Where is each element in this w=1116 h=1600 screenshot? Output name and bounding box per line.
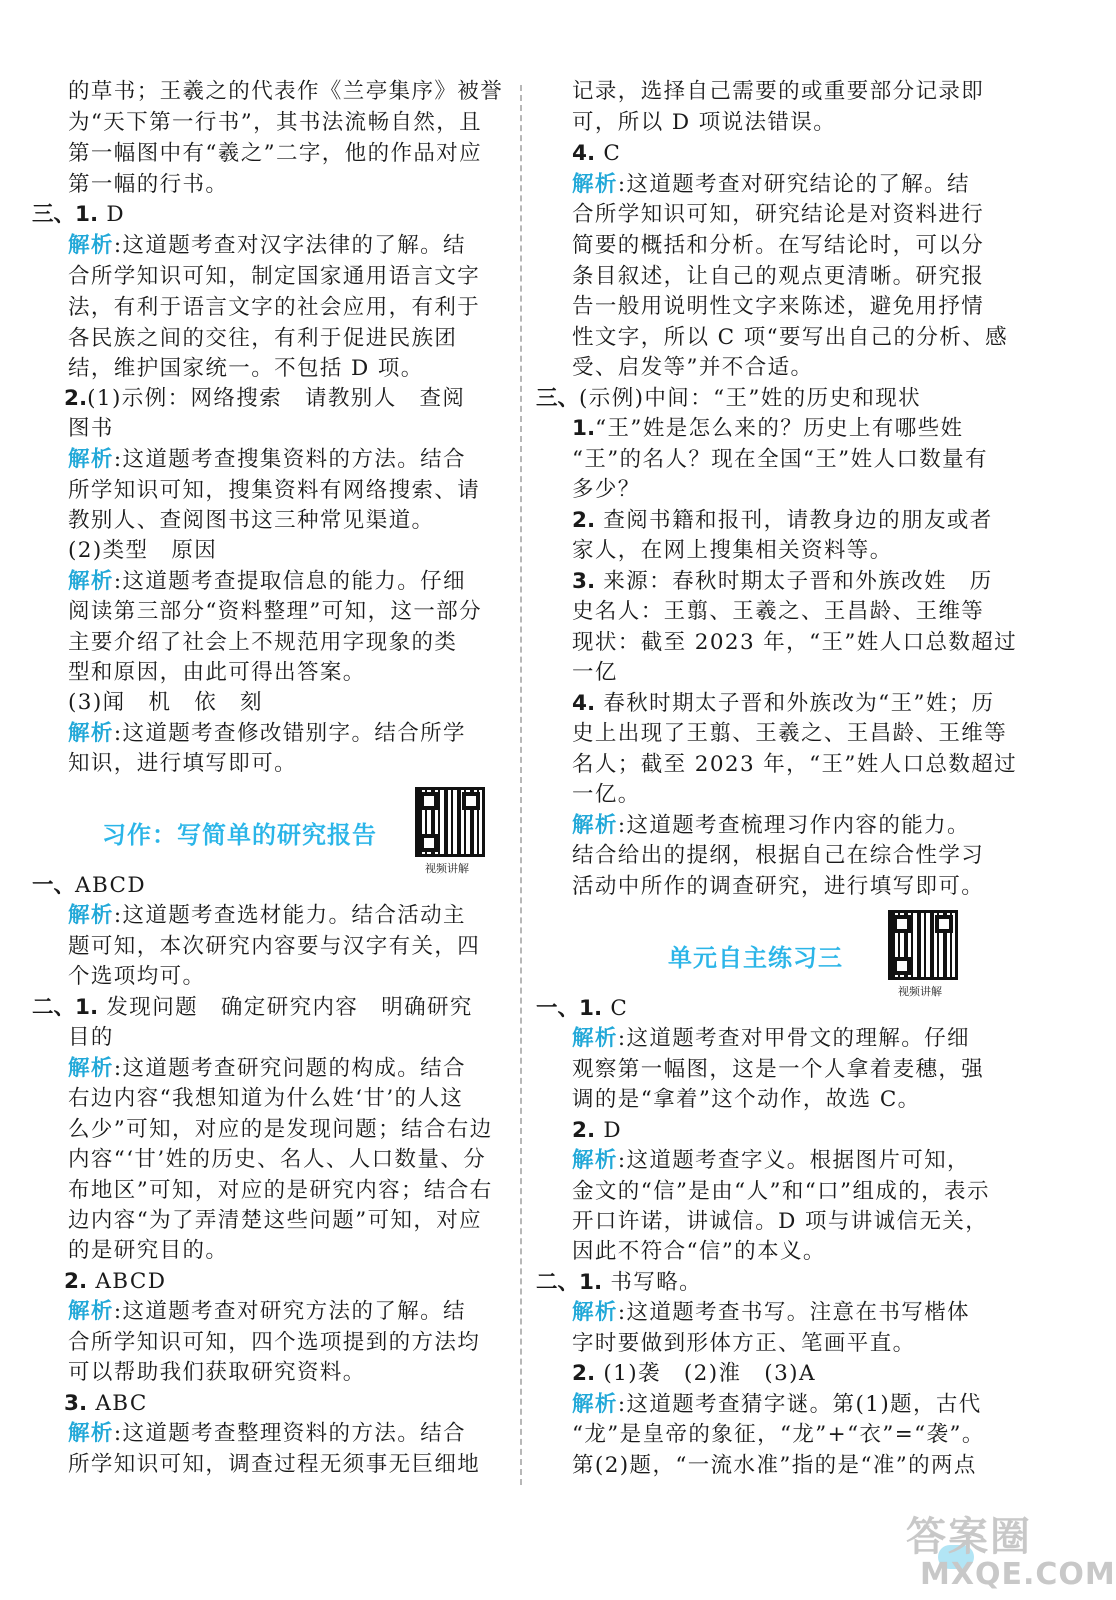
writing-q2-3 <box>64 1389 148 1419</box>
qr-caption: 视频讲解 <box>425 862 469 875</box>
text-line: 法，有利于语言文字的社会应用，有利于 <box>68 295 481 320</box>
answer: “王”姓是怎么来的？历史上有哪些姓 <box>595 416 964 441</box>
text-line: 目的 <box>68 1025 114 1050</box>
question-number: 2. <box>572 1118 596 1143</box>
question-number: 4. <box>572 141 596 166</box>
text-line: 调的是“拿着”这个动作，故选 C。 <box>572 1087 921 1112</box>
text-line: 个选项均可。 <box>68 964 206 989</box>
text-line: 因此不符合“信”的本义。 <box>572 1239 826 1264</box>
answer: (示例)中间：“王”姓的历史和现状 <box>579 386 922 411</box>
explanation-line <box>572 170 970 200</box>
text-line: 条目叙述，让自己的观点更清晰。研究报 <box>572 264 985 289</box>
text-line: 各民族之间的交往，有利于促进民族团 <box>68 326 458 351</box>
text-line: 布地区”可知，对应的是研究内容；结合右 <box>68 1178 493 1203</box>
writing-q2-2 <box>64 1267 166 1297</box>
explanation-text: :这道题考查对甲骨文的理解。仔细 <box>617 1026 970 1051</box>
column-divider <box>520 85 522 1485</box>
text-line: 主要介绍了社会上不规范用字现象的类 <box>68 630 458 655</box>
text-line: 受、启发等”并不合适。 <box>572 355 814 380</box>
question-number: 2. <box>64 1269 88 1294</box>
analysis-label: 解析 <box>68 233 114 258</box>
text-line: 记录，选择自己需要的或重要部分记录即 <box>572 79 985 104</box>
explanation-text: :这道题考查提取信息的能力。仔细 <box>113 569 466 594</box>
text-line: 合所学知识可知，四个选项提到的方法均 <box>68 1330 481 1355</box>
analysis-label: 解析 <box>68 569 114 594</box>
analysis-label: 解析 <box>68 903 114 928</box>
answer: (1)示例：网络搜索 请教别人 查阅 <box>87 386 466 411</box>
text-line: 所学知识可知，调查过程无须事无巨细地 <box>68 1452 481 1477</box>
text-line: 字时要做到形体方正、笔画平直。 <box>572 1331 916 1356</box>
section-three-head <box>536 384 921 414</box>
answer: 来源：春秋时期太子晋和外族改姓 历 <box>595 569 993 594</box>
unit-q2-2 <box>572 1359 816 1389</box>
text-line: (3)闻 机 依 刻 <box>68 690 263 715</box>
analysis-label: 解析 <box>68 447 114 472</box>
question-number: 1. <box>75 995 99 1020</box>
text-line: 简要的概括和分析。在写结论时，可以分 <box>572 233 985 258</box>
text-line: 史上出现了王翦、王羲之、王昌龄、王维等 <box>572 721 1008 746</box>
text-line: 结合给出的提纲，根据自己在综合性学习 <box>572 843 985 868</box>
text-line: 右边内容“我想知道为什么姓‘甘’的人这 <box>68 1086 464 1111</box>
question-2 <box>64 384 465 414</box>
question-number: 4. <box>572 691 596 716</box>
text-line: 一亿 <box>572 660 618 685</box>
explanation-line <box>572 1146 970 1176</box>
analysis-label: 解析 <box>572 1026 618 1051</box>
analysis-label: 解析 <box>572 1148 618 1173</box>
explanation-line <box>68 231 466 261</box>
qr-code-icon[interactable] <box>415 787 485 857</box>
text-line: 活动中所作的调查研究，进行填写即可。 <box>572 874 985 899</box>
outline-item-4 <box>572 689 995 719</box>
explanation-line <box>572 1024 970 1054</box>
explanation-line <box>68 1419 466 1449</box>
explanation-line <box>68 1297 466 1327</box>
analysis-label: 解析 <box>572 1392 618 1417</box>
answer: D <box>98 202 126 227</box>
explanation-text: :这道题考查研究问题的构成。结合 <box>113 1056 466 1081</box>
question-number: 1. <box>579 1270 603 1295</box>
explanation-text: :这道题考查搜集资料的方法。结合 <box>113 447 466 472</box>
analysis-label: 解析 <box>572 813 618 838</box>
text-line: 合所学知识可知，研究结论是对资料进行 <box>572 202 985 227</box>
section-mark: 二、 <box>536 1270 580 1295</box>
text-line: 题可知，本次研究内容要与汉字有关，四 <box>68 934 481 959</box>
unit-q1-2 <box>572 1116 622 1146</box>
text-line: 内容“‘甘’姓的历史、名人、人口数量、分 <box>68 1147 487 1172</box>
question-number: 3. <box>64 1391 88 1416</box>
text-line: 多少？ <box>572 477 641 502</box>
text-line: 为“天下第一行书”，其书法流畅自然，且 <box>68 110 483 135</box>
explanation-text: :这道题考查书写。注意在书写楷体 <box>617 1300 970 1325</box>
text-line: 现状：截至 2023 年，“王”姓人口总数超过 <box>572 630 1018 655</box>
text-line: 观察第一幅图，这是一个人拿着麦穗，强 <box>572 1057 985 1082</box>
question-number: 3. <box>572 569 596 594</box>
question-number: 2. <box>572 508 596 533</box>
answer: (1)袭 (2)淮 (3)A <box>595 1361 816 1386</box>
text-line: 性文字，所以 C 项“要写出自己的分析、感 <box>572 325 1009 350</box>
answer: 书写略。 <box>602 1270 702 1295</box>
section-three-q1 <box>32 200 125 230</box>
text-line: 知识，进行填写即可。 <box>68 751 298 776</box>
question-number: 1. <box>579 996 603 1021</box>
explanation-text: :这道题考查对研究结论的了解。结 <box>617 172 970 197</box>
analysis-label: 解析 <box>68 1056 114 1081</box>
answer: C <box>602 996 629 1021</box>
unit-q1-1 <box>536 994 628 1024</box>
explanation-line <box>68 719 466 749</box>
text-line: 金文的“信”是由“人”和“口”组成的，表示 <box>572 1179 990 1204</box>
text-line: “王”的名人？现在全国“王”姓人口数量有 <box>572 447 988 472</box>
text-line: 型和原因，由此可得出答案。 <box>68 660 366 685</box>
writing-q2-1 <box>32 993 473 1023</box>
text-line: 史名人：王翦、王羲之、王昌龄、王维等 <box>572 599 985 624</box>
outline-item-3 <box>572 567 993 597</box>
question-number: 1. <box>572 416 596 441</box>
answer: 发现问题 确定研究内容 明确研究 <box>98 995 473 1020</box>
text-line: 合所学知识可知，制定国家通用语言文字 <box>68 264 481 289</box>
section-mark: 三、 <box>536 386 580 411</box>
analysis-label: 解析 <box>68 721 114 746</box>
text-line: 的是研究目的。 <box>68 1238 229 1263</box>
text-line: 第(2)题，“一流水准”指的是“准”的两点 <box>572 1453 977 1478</box>
explanation-line <box>68 445 466 475</box>
explanation-line <box>68 901 466 931</box>
explanation-text: :这道题考查修改错别字。结合所学 <box>113 721 466 746</box>
text-line: 边内容“为了弄清楚这些问题”可知，对应 <box>68 1208 483 1233</box>
question-number: 2. <box>572 1361 596 1386</box>
answer: C <box>595 141 622 166</box>
explanation-text: :这道题考查整理资料的方法。结合 <box>113 1421 466 1446</box>
text-line: 告一般用说明性文字来陈述，避免用抒情 <box>572 294 985 319</box>
explanation-text: :这道题考查对研究方法的了解。结 <box>113 1299 466 1324</box>
analysis-label: 解析 <box>68 1299 114 1324</box>
answer: ABCD <box>75 873 147 898</box>
watermark-title: 答案圈 <box>906 1514 1032 1560</box>
answer: ABCD <box>87 1269 167 1294</box>
section-mark: 三、 <box>32 202 76 227</box>
analysis-label: 解析 <box>572 1300 618 1325</box>
text-line: 教别人、查阅图书这三种常见渠道。 <box>68 508 435 533</box>
text-line: 结，维护国家统一。不包括 D 项。 <box>68 356 424 381</box>
text-line: 第一幅的行书。 <box>68 172 229 197</box>
section-mark: 一、 <box>32 873 76 898</box>
explanation-text: :这道题考查梳理习作内容的能力。 <box>617 813 970 838</box>
writing-q1 <box>32 871 146 901</box>
text-line: 第一幅图中有“羲之”二字，他的作品对应 <box>68 141 483 166</box>
explanation-line <box>68 567 466 597</box>
text-line: 名人；截至 2023 年，“王”姓人口总数超过 <box>572 752 1018 777</box>
question-number: 2. <box>64 386 88 411</box>
explanation-text: :这道题考查选材能力。结合活动主 <box>113 903 466 928</box>
answer: 春秋时期太子晋和外族改为“王”姓；历 <box>595 691 995 716</box>
text-line: 可以帮助我们获取研究资料。 <box>68 1360 366 1385</box>
text-line: 么少”可知，对应的是发现问题；结合右边 <box>68 1117 493 1142</box>
qr-caption: 视频讲解 <box>898 985 942 998</box>
text-line: (2)类型 原因 <box>68 538 218 563</box>
site-watermark <box>900 1505 1116 1595</box>
section-heading: 单元自主练习三 <box>668 944 843 972</box>
question-4 <box>572 139 621 169</box>
outline-item-1 <box>572 414 963 444</box>
text-line: 的草书；王羲之的代表作《兰亭集序》被誉 <box>68 79 504 104</box>
watermark-url: MXQE.COM <box>920 1557 1116 1592</box>
explanation-line <box>572 1390 982 1420</box>
unit-q2-1 <box>536 1268 702 1298</box>
text-line: 阅读第三部分“资料整理”可知，这一部分 <box>68 599 483 624</box>
answer: D <box>595 1118 623 1143</box>
text-line: 开口许诺，讲诚信。D 项与讲诚信无关， <box>572 1209 989 1234</box>
explanation-line <box>572 811 970 841</box>
answer: ABC <box>87 1391 148 1416</box>
outline-item-2 <box>572 506 993 536</box>
text-line: 家人，在网上搜集相关资料等。 <box>572 538 893 563</box>
answer: 查阅书籍和报刊，请教身边的朋友或者 <box>595 508 993 533</box>
qr-code-icon[interactable] <box>888 910 958 980</box>
explanation-line <box>68 1054 466 1084</box>
explanation-line <box>572 1298 970 1328</box>
text-line: 可，所以 D 项说法错误。 <box>572 110 837 135</box>
explanation-text: :这道题考查猜字谜。第(1)题，古代 <box>617 1392 982 1417</box>
text-line: 一亿。 <box>572 782 641 807</box>
text-line: 图书 <box>68 416 114 441</box>
explanation-text: :这道题考查对汉字法律的了解。结 <box>113 233 466 258</box>
analysis-label: 解析 <box>572 172 618 197</box>
section-mark: 二、 <box>32 995 76 1020</box>
section-heading: 习作：写简单的研究报告 <box>102 821 377 849</box>
text-line: 所学知识可知，搜集资料有网络搜索、请 <box>68 478 481 503</box>
explanation-text: :这道题考查字义。根据图片可知， <box>617 1148 970 1173</box>
text-line: “龙”是皇帝的象征，“龙”+“衣”=“袭”。 <box>572 1422 985 1447</box>
analysis-label: 解析 <box>68 1421 114 1446</box>
section-mark: 一、 <box>536 996 580 1021</box>
question-number: 1. <box>75 202 99 227</box>
